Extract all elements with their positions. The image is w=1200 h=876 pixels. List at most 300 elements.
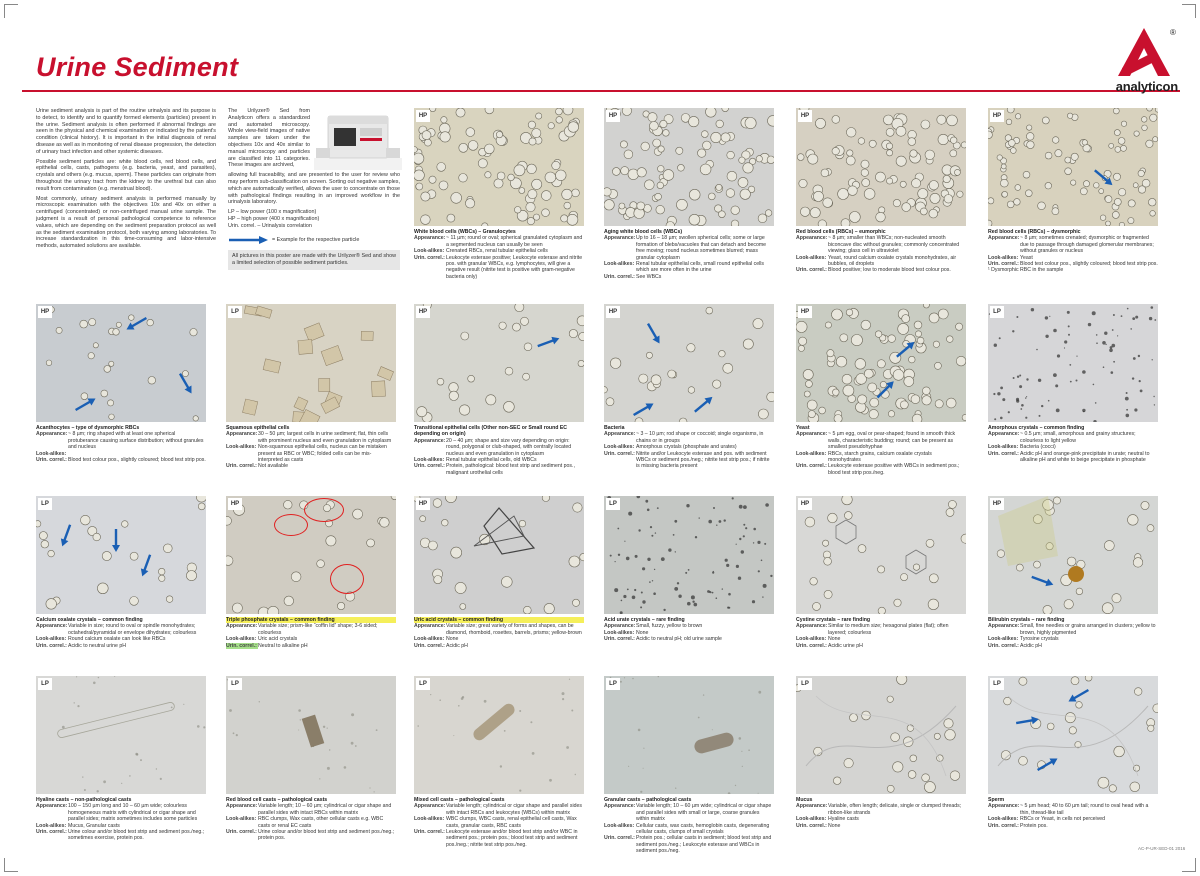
appearance-row <box>796 235 966 254</box>
appearance-row <box>796 803 966 816</box>
sediment-card <box>796 108 966 274</box>
correl-label: Urin. correl.: <box>36 642 67 649</box>
micrograph-image <box>988 496 1158 614</box>
appearance-label: Appearance: <box>604 431 636 438</box>
correl-text: Leukocyte esterase and/or blood test strip and/or WBC in sediment pos.; protein pos.; blood test strip and sediment pos./neg.; nitrite test strip pos./neg. <box>446 829 578 848</box>
magnification-badge: HP <box>38 306 52 318</box>
micrograph-image <box>414 108 584 226</box>
particle-title: Bilirubin crystals – rare finding <box>988 617 1065 623</box>
correl-label: Urin. correl.: <box>604 835 635 842</box>
appearance-label: Appearance: <box>988 803 1020 810</box>
legend-hp: HP – high power (400 x magnification) <box>228 216 320 223</box>
micrograph-image <box>988 108 1158 226</box>
micrograph <box>796 304 966 422</box>
correl-label: Urin. correl.: <box>988 450 1019 457</box>
micrograph <box>988 496 1158 614</box>
correl-text: Protein pos.; cellular casts in sediment; blood test strip and sediment pos./neg.; Leukocyte esterase and WBCs in sediment pos./neg. <box>636 835 772 855</box>
sediment-card <box>988 496 1158 649</box>
correl-label: Urin. correl.: <box>988 642 1019 649</box>
correl-label: Urin. correl.: <box>36 457 67 464</box>
lookalikes-label: Look-alikes: <box>988 254 1019 261</box>
lookalikes-label: Look-alikes: <box>796 636 827 643</box>
micrograph <box>36 304 206 422</box>
correl-row <box>796 267 966 273</box>
lookalikes-text: Amorphous crystals (phosphate and urates) <box>636 444 737 451</box>
particle-title: Sperm <box>988 797 1005 803</box>
lookalikes-text: WBC clumps, WBC casts, renal epithelial cell casts, Wax casts, granular casts, RBC casts <box>446 816 577 829</box>
micrograph <box>36 676 206 794</box>
magnification-badge: HP <box>606 110 620 122</box>
appearance-text: ~ 8 µm; smaller than WBCs; non-nucleated smooth biconcave disc without granules; commonly concentrated viewing; glass cell in ultraviolet <box>828 235 960 255</box>
correl-row <box>604 451 774 470</box>
poster-note: All pictures in this poster are made with the Urilyzer® Sed and show a limited selection of possible sediment particles. <box>228 250 400 270</box>
correl-row <box>414 829 584 848</box>
annotation-circle <box>304 498 344 522</box>
appearance-label: Appearance: <box>226 431 258 438</box>
correl-text: Acidic urine pH <box>828 642 863 649</box>
appearance-row <box>414 803 584 816</box>
crop-mark-top-right <box>1182 4 1196 18</box>
intro-analyzer-text-cont: allowing full traceability, and are presented to the user for review who may perform sub-classification on screen. Sorting out negative samples, which are automatically verified, allows the user to concentrate on those with pathological findings resulting in an improved workflow in the urinalysis laboratory. <box>228 172 400 206</box>
correl-row <box>414 255 584 281</box>
lookalikes-label: Look-alikes: <box>796 450 827 457</box>
urilyzer-analyzer-image <box>314 108 402 170</box>
particle-caption <box>604 229 774 280</box>
micrograph-image <box>796 108 966 226</box>
correl-label: Urin. correl.: <box>604 636 635 643</box>
appearance-text: ~ 0.5 µm; small, amorphous and grainy structures; colourless to light yellow <box>1020 431 1136 444</box>
correl-label: Urin. correl.: <box>226 829 257 836</box>
micrograph <box>604 108 774 226</box>
correl-row <box>604 835 774 854</box>
logo-registered-mark: ® <box>1170 28 1176 37</box>
lookalikes-label: Look-alikes: <box>604 444 635 451</box>
correl-text: Protein pos. <box>1020 822 1048 829</box>
logo-mark-icon <box>1114 28 1170 76</box>
particle-title: Calcium oxalate crystals – common finding <box>36 617 143 623</box>
particle-caption <box>796 425 966 476</box>
sediment-card <box>988 676 1158 829</box>
intro-paragraph: Urine sediment analysis is part of the routine urinalysis and its purpose is to detect, to identify and to quantify formed elements (particles) present in the urine. Sediment analysis is often performed if abnormal findings are seen in the physical and chemical examination or indicated by the patient's condition (clinical history). It is important in the initial diagnosis of renal disease as well as in monitoring of renal disease progression, the detection of urinary tract infection and other systemic diseases. <box>36 108 216 155</box>
intro-paragraph: Most commonly, urinary sediment analysis is performed manually by microscopic examination with the objectives 10x and 40x on either a centrifuged (concentrated) or non-centrifuged manual urine sample. The judgment is a result of personal pathological competence to reference values, which are depending on the sediment preparation protocol as well as the sediment examination protocol, both varying among laboratories. To increase standardization in this time-consuming and labor-intensive methods, automated solutions are available. <box>36 195 216 250</box>
sediment-card <box>604 108 774 280</box>
correl-row <box>226 643 396 649</box>
lookalikes-label: Look-alikes: <box>988 444 1019 451</box>
appearance-row <box>36 803 206 822</box>
particle-caption <box>796 797 966 829</box>
micrograph-image <box>226 676 396 794</box>
sediment-card <box>226 496 396 649</box>
arrow-legend <box>228 236 400 244</box>
micrograph <box>226 676 396 794</box>
lookalikes-text: Yeast <box>1020 254 1033 261</box>
particle-title: Cystine crystals – rare finding <box>796 617 871 623</box>
appearance-row <box>988 623 1158 636</box>
micrograph-image <box>796 676 966 794</box>
micrograph-image <box>604 108 774 226</box>
particle-title: Yeast <box>796 425 810 431</box>
lookalikes-text: Mucus, Granular casts <box>68 822 120 829</box>
micrograph <box>414 304 584 422</box>
appearance-text: Variable length; cylindrical or cigar shape and parallel sides with intact RBCs and leukocytes (WBCs) within matrix <box>446 803 583 816</box>
sediment-card <box>604 496 774 643</box>
appearance-label: Appearance: <box>604 623 636 630</box>
correl-text: Acidic to neutral pH; old urine sample <box>636 636 722 643</box>
lookalikes-label: Look-alikes: <box>988 636 1019 643</box>
particle-caption <box>796 617 966 649</box>
appearance-label: Appearance: <box>796 431 828 438</box>
lookalikes-label: Look-alikes: <box>604 261 635 268</box>
magnification-badge: LP <box>990 678 1004 690</box>
sediment-card <box>414 496 584 649</box>
appearance-row <box>988 803 1158 816</box>
appearance-row <box>36 431 206 450</box>
lookalikes-text: None <box>446 636 459 643</box>
appearance-row <box>226 803 396 816</box>
lookalikes-text: Renal tubular epithelial cells, old WBCs <box>446 457 537 464</box>
appearance-label: Appearance: <box>988 623 1020 630</box>
particle-caption <box>604 617 774 643</box>
appearance-row <box>414 438 584 457</box>
micrograph <box>988 676 1158 794</box>
correl-text: Protein, pathological: blood test strip and sediment pos., malignant urothelial cells <box>446 463 575 476</box>
micrograph-image <box>414 304 584 422</box>
correl-text: Urine colour and/or blood test strip and sediment pos./neg.; sometimes exercise, protein pos. <box>68 829 205 842</box>
correl-row <box>988 643 1158 649</box>
appearance-label: Appearance: <box>226 623 258 630</box>
correl-row <box>988 823 1158 829</box>
sediment-card <box>414 304 584 476</box>
particle-caption <box>36 797 206 842</box>
correl-text: Leukocyte esterase positive; Leukocyte esterase and nitrite pos. with granular WBCs, e.g. lymphocytes, will give a negative result (nitrite test is positive with gram-negative bacteria only) <box>446 254 583 280</box>
appearance-text: ~ 3 – 10 µm; rod shape or coccoid; single organisms, in chains or in groups <box>636 431 764 444</box>
correl-text: None <box>828 822 841 829</box>
micrograph-image <box>796 304 966 422</box>
lookalikes-text: Tyrosine crystals <box>1020 636 1059 643</box>
appearance-row <box>796 431 966 450</box>
appearance-label: Appearance: <box>414 235 446 242</box>
particle-title: Mucus <box>796 797 813 803</box>
appearance-label: Appearance: <box>988 235 1020 242</box>
particle-title: Bacteria <box>604 425 625 431</box>
appearance-row <box>414 235 584 248</box>
magnification-badge: HP <box>798 498 812 510</box>
particle-title: Granular casts – pathological casts <box>604 797 692 803</box>
lookalikes-label: Look-alikes: <box>604 629 635 636</box>
correl-row <box>36 829 206 842</box>
lookalikes-text: Bacteria (cocci) <box>1020 444 1056 451</box>
correl-label: Urin. correl.: <box>414 642 445 649</box>
title-rule <box>22 90 1180 92</box>
appearance-row <box>226 431 396 444</box>
lookalikes-text: Non-squamous epithelial cells, nucleus can be mistaken present as RBC or WBC; folded cells can be mis-interpreted as casts <box>258 444 387 464</box>
correl-text: Neutral to alkaline pH <box>258 642 308 649</box>
appearance-text: ~ 8 µm; ring shaped with at least one spherical protuberance causing surface distribution; without granules and nucleus <box>68 431 204 451</box>
correl-row <box>796 643 966 649</box>
lookalikes-text: Yeast, round calcium oxalate crystals monohydrates, air bubbles, oil droplets <box>828 254 957 268</box>
appearance-text: Variable size; prism-like “coffin lid” shape; 3-6 sided; colourless <box>258 623 378 636</box>
lookalikes-label: Look-alikes: <box>796 254 827 261</box>
appearance-text: Similar to medium size; hexagonal plates (flat); often layered; colourless <box>828 623 949 636</box>
micrograph <box>604 496 774 614</box>
legend-urin-correl: Urin. correl. – Urinalysis correlation <box>228 223 312 230</box>
lookalikes-label: Look-alikes: <box>226 816 257 823</box>
particle-title: Mixed cell casts – pathological casts <box>414 797 505 803</box>
appearance-row <box>604 235 774 261</box>
lookalikes-row <box>226 444 396 463</box>
crop-mark-bottom-left <box>4 858 18 872</box>
correl-row <box>36 457 206 463</box>
magnification-badge: HP <box>798 306 812 318</box>
blue-arrow-icon <box>228 236 268 244</box>
appearance-text: 100 – 150 µm long and 10 – 60 µm wide; colourless homogeneous matrix with cylindrical or cigar shape and parallel sides; matrix sometimes includes some particles <box>68 803 198 823</box>
correl-label: Urin. correl.: <box>988 822 1019 829</box>
correl-text: Blood positive; low to moderate blood test colour pos. <box>828 267 951 274</box>
correl-label: Urin. correl.: <box>414 829 445 836</box>
correl-text: Blood test colour pos., slightly coloured; blood test strip pos. <box>1020 261 1158 268</box>
correl-label: Urin. correl.: <box>414 463 445 470</box>
intro-analyzer-text: The Urilyzer® Sed from Analyticon offers a standardized and automated microscopy. Whole view-field images of native samples are taken under the objectives 10x and 40x similar to manual microscopy and particles are classified into 11 categories. These images are archived, <box>228 108 310 169</box>
appearance-text: Variable size; great variety of forms and shapes, can be diamond, rhomboid, rosettes, barrels, prisms; yellow-brown <box>446 623 582 636</box>
lookalikes-row <box>796 255 966 268</box>
lookalikes-label: Look-alikes: <box>988 816 1019 823</box>
lookalikes-text: RBC clumps, Wax casts, other cellular casts e.g. WBC casts or renal EC casts <box>258 816 384 829</box>
appearance-text: Small, fine needles or grains arranged in clusters; yellow to brown, highly pigmented <box>1020 623 1156 636</box>
appearance-label: Appearance: <box>36 623 68 630</box>
lookalikes-label: Look-alikes: <box>36 636 67 643</box>
micrograph <box>414 108 584 226</box>
correl-text: Acidic pH and orange-pink precipitate in urate; neutral to alkaline pH and white to beige precipitate in phosphate <box>1020 450 1150 464</box>
magnification-badge: LP <box>606 678 620 690</box>
particle-caption <box>414 229 584 280</box>
correl-row <box>796 463 966 476</box>
lookalikes-row <box>226 816 396 829</box>
magnification-badge: LP <box>228 678 242 690</box>
lookalikes-row <box>604 823 774 836</box>
appearance-text: ~ 5 µm head; 40 to 60 µm tail; round to oval head with a thin, thread-like tail <box>1020 803 1149 816</box>
particle-caption <box>226 617 396 649</box>
sediment-card <box>796 496 966 649</box>
particle-title: Acid urate crystals – rare finding <box>604 617 685 623</box>
appearance-label: Appearance: <box>796 235 828 242</box>
particle-footnote: ¹ Dysmorphic RBC in the sample <box>988 267 1064 274</box>
appearance-row <box>988 235 1158 254</box>
particle-title: Uric acid crystals – common finding <box>414 617 584 623</box>
micrograph-image <box>988 304 1158 422</box>
lookalikes-label: Look-alikes: <box>414 816 445 823</box>
particle-caption <box>36 425 206 463</box>
sediment-card <box>36 304 206 463</box>
lookalikes-label: Look-alikes: <box>414 636 445 643</box>
correl-text: Blood test colour pos., slightly coloured; blood test strip pos. <box>68 457 206 464</box>
correl-label: Urin. correl.: <box>226 642 257 649</box>
sediment-card <box>796 676 966 829</box>
correl-label: Urin. correl.: <box>414 254 445 261</box>
appearance-text: Up to 16 – 18 µm; swollen spherical cells; some or large formation of blebs/vacuoles that can detach and become free moving; round nucleus sometimes blurred; mass granular cytoplasm <box>636 235 767 261</box>
micrograph <box>36 496 206 614</box>
appearance-row <box>414 623 584 636</box>
appearance-text: Small, fuzzy, yellow to brown <box>636 623 703 630</box>
correl-row <box>796 823 966 829</box>
correl-row <box>226 829 396 842</box>
micrograph <box>988 304 1158 422</box>
lookalikes-text: RBCs or Yeast, in cells not perceived <box>1020 816 1106 823</box>
particle-caption <box>604 797 774 855</box>
magnification-badge: HP <box>416 498 430 510</box>
particle-caption <box>414 617 584 649</box>
micrograph <box>226 304 396 422</box>
analyticon-logo <box>1100 28 1178 94</box>
magnification-badge: LP <box>38 498 52 510</box>
appearance-label: Appearance: <box>796 803 828 810</box>
appearance-row <box>226 623 396 636</box>
particle-caption <box>988 425 1158 463</box>
sediment-card <box>604 676 774 855</box>
particle-caption <box>604 425 774 470</box>
micrograph-image <box>988 676 1158 794</box>
sediment-card <box>226 676 396 842</box>
magnification-badge: LP <box>416 678 430 690</box>
appearance-label: Appearance: <box>796 623 828 630</box>
correl-text: See WBCs <box>636 273 662 280</box>
appearance-label: Appearance: <box>988 431 1020 438</box>
lookalikes-label: Look-alikes: <box>796 816 827 823</box>
lookalikes-row <box>414 816 584 829</box>
sediment-card <box>36 676 206 842</box>
micrograph-image <box>796 496 966 614</box>
particle-title: Squamous epithelial cells <box>226 425 290 431</box>
particle-caption <box>796 229 966 274</box>
correl-row <box>414 643 584 649</box>
correl-label: Urin. correl.: <box>604 273 635 280</box>
lookalikes-text: Hyaline casts <box>828 816 859 823</box>
particle-title: Aging white blood cells (WBCs) <box>604 229 683 235</box>
magnification-badge: HP <box>606 306 620 318</box>
appearance-text: Variable length; 10 – 60 µm wide; cylindrical or cigar shape and parallel sides with small or large, coarse granules within matrix <box>636 803 772 823</box>
lookalikes-text: Crenated RBCs, renal tubular epithelial cells <box>446 248 548 255</box>
particle-title: Red blood cell casts – pathological casts <box>226 797 328 803</box>
appearance-text: Variable, often length; delicate, single or clumped threads; ribbon-like strands <box>828 803 962 816</box>
magnification-badge: LP <box>228 306 242 318</box>
micrograph-image <box>414 496 584 614</box>
micrograph <box>988 108 1158 226</box>
magnification-badge: HP <box>990 110 1004 122</box>
magnification-badge: LP <box>798 678 812 690</box>
appearance-row <box>36 623 206 636</box>
correl-label: Urin. correl.: <box>796 463 827 470</box>
micrograph-image <box>36 304 206 422</box>
correl-row <box>226 463 396 469</box>
micrograph-image <box>604 676 774 794</box>
annotation-circle <box>330 564 364 594</box>
correl-row <box>988 451 1158 464</box>
appearance-text: 20 – 40 µm; shape and size vary depending on origin: round, polygonal or club-shaped, with centrally located nucleus and even granulation in cytoplasm <box>446 437 572 457</box>
appearance-text: Variable length; 10 – 60 µm; cylindrical or cigar shape and parallel sides with intact RBCs within matrix <box>258 803 392 816</box>
lookalikes-label: Look-alikes: <box>414 457 445 464</box>
footer-code: AC-P-UR-SED-01 2016 <box>1138 846 1186 851</box>
correl-text: Acidic pH <box>1020 642 1042 649</box>
appearance-text: 30 – 50 µm; largest cells in urine sediment; flat, thin cells with prominent nucleus and even granulation in cytoplasm <box>258 431 392 444</box>
lookalikes-text: Uric acid crystals <box>258 636 298 643</box>
particle-caption <box>226 425 396 470</box>
magnification-badge: LP <box>38 678 52 690</box>
appearance-row <box>604 803 774 822</box>
magnification-badge: HP <box>990 498 1004 510</box>
correl-row <box>604 636 774 642</box>
appearance-row <box>604 431 774 444</box>
correl-label: Urin. correl.: <box>796 822 827 829</box>
correl-text: Nitrite and/or Leukocyte esterase and pos. with sediment WBCs or sediment pos./neg.; nitrite test strip pos.; if nitrite is missing bacteria present <box>636 450 770 470</box>
sediment-card <box>988 304 1158 463</box>
lookalikes-label: Look-alikes: <box>36 450 67 457</box>
micrograph <box>604 676 774 794</box>
magnification-badge: HP <box>798 110 812 122</box>
lookalikes-text: None <box>636 629 649 636</box>
arrow-legend-text: = Example for the respective particle <box>272 236 360 243</box>
appearance-row <box>796 623 966 636</box>
correl-row <box>414 463 584 476</box>
appearance-text: Variable in size; round to oval or spindle monohydrates; octahedral/pyramidal or envelope dihydrates; colourless <box>68 623 197 636</box>
lookalikes-label: Look-alikes: <box>226 636 257 643</box>
sediment-card <box>604 304 774 470</box>
logo-wordmark: analyticon <box>1115 79 1178 94</box>
appearance-row <box>988 431 1158 444</box>
magnification-badge: LP <box>606 498 620 510</box>
micrograph <box>414 676 584 794</box>
lookalikes-label: Look-alikes: <box>36 822 67 829</box>
lookalikes-text: Renal tubular epithelial cells, small round epithelial cells which are more often in the urine <box>636 261 765 274</box>
appearance-label: Appearance: <box>414 623 446 630</box>
correl-label: Urin. correl.: <box>796 267 827 274</box>
appearance-label: Appearance: <box>226 803 258 810</box>
correl-label: Urin. correl.: <box>226 463 257 470</box>
magnification-badge: HP <box>416 110 430 122</box>
correl-text: Urine colour and/or blood test strip and sediment pos./neg.; protein pos. <box>258 829 395 842</box>
lookalikes-row <box>796 451 966 464</box>
appearance-label: Appearance: <box>604 235 636 242</box>
particle-title: White blood cells (WBCs) – Granulocytes <box>414 229 516 235</box>
particle-caption <box>988 617 1158 649</box>
correl-row <box>604 274 774 280</box>
lookalikes-text: Round calcium oxalate can look like RBCs <box>68 636 166 643</box>
lookalikes-text: None <box>828 636 841 643</box>
lookalikes-label: Look-alikes: <box>604 822 635 829</box>
correl-text: Acidic pH <box>446 642 468 649</box>
sediment-card <box>226 304 396 470</box>
micrograph-image <box>36 496 206 614</box>
sediment-card <box>36 496 206 649</box>
correl-row <box>36 643 206 649</box>
correl-label: Urin. correl.: <box>36 829 67 836</box>
micrograph <box>604 304 774 422</box>
correl-text: Leukocyte esterase positive with WBCs in sediment pos.; blood test strip pos./neg. <box>828 463 960 476</box>
sediment-card <box>796 304 966 476</box>
particle-caption <box>226 797 396 842</box>
lookalikes-label: Look-alikes: <box>226 444 257 451</box>
sediment-card <box>414 108 584 280</box>
appearance-text: ~ 11 µm; round or oval; spherical granulated cytoplasm and a segmented nucleus can usually be seen <box>446 235 583 248</box>
particle-title: Transitional epithelial cells (Other non-SEC or Small round EC depending on origin) <box>414 425 568 438</box>
poster-title: Urine Sediment <box>36 52 239 82</box>
correl-label: Urin. correl.: <box>796 642 827 649</box>
legend-lp: LP – low power (100 x magnification) <box>228 209 317 216</box>
magnification-badge: HP <box>228 498 242 510</box>
sediment-card <box>988 108 1158 274</box>
particle-title: Red blood cells (RBCs) – eumorphic <box>796 229 886 235</box>
appearance-text: ~ 8 µm; sometimes crenated; dysmorphic or fragmented due to passage through damaged glomerular membranes; without granules or nucleus <box>1020 235 1154 255</box>
intro-column-1 <box>36 108 216 253</box>
micrograph <box>796 496 966 614</box>
